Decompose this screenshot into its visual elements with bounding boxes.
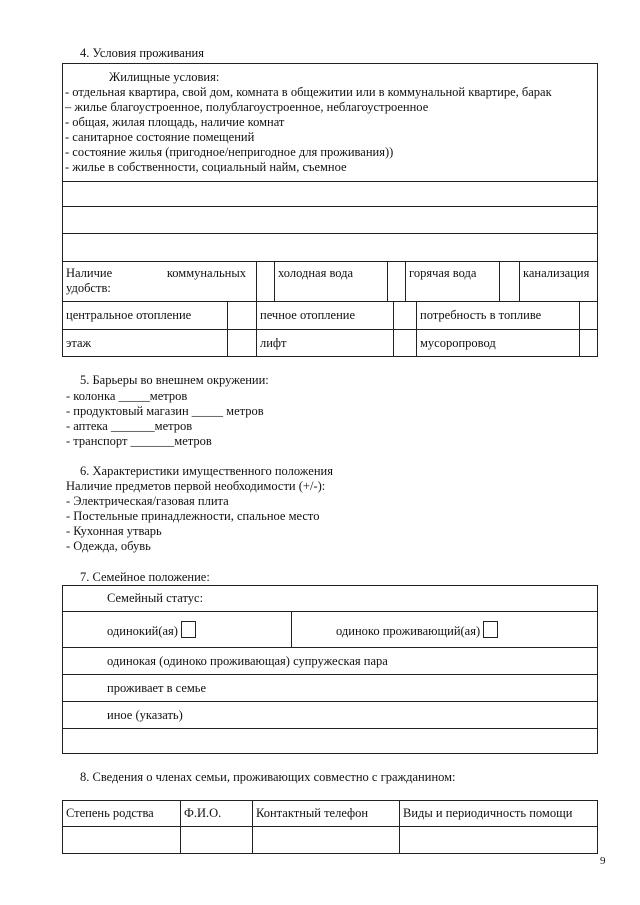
- housing-item: - отдельная квартира, свой дом, комната в общежитии или в коммунальной квартире, барак: [65, 85, 552, 99]
- other-blank-line[interactable]: [63, 729, 598, 754]
- section-5-heading: 5. Барьеры во внешнем окружении:: [80, 373, 269, 387]
- col-header-phone: Контактный телефон: [253, 801, 400, 827]
- amenities-mark-cell[interactable]: [257, 262, 275, 302]
- housing-blank-line[interactable]: [63, 182, 598, 207]
- section-6-heading: 6. Характеристики имущественного положения: [80, 464, 333, 478]
- garbage-chute-mark-cell[interactable]: [580, 330, 598, 357]
- barrier-item: - транспорт _______метров: [66, 434, 212, 448]
- hot-water-label: горячая вода: [406, 262, 500, 302]
- essentials-item: - Электрическая/газовая плита: [66, 494, 229, 508]
- col-header-name: Ф.И.О.: [181, 801, 253, 827]
- barrier-item: - продуктовый магазин _____ метров: [66, 404, 264, 418]
- stove-heating-mark-cell[interactable]: [394, 302, 417, 330]
- section-4-heading: 4. Условия проживания: [80, 46, 204, 60]
- stove-heating-label: печное отопление: [257, 302, 394, 330]
- family-status-label: Семейный статус:: [63, 586, 598, 612]
- sewerage-label: канализация: [520, 262, 598, 302]
- section-8-heading: 8. Сведения о членах семьи, проживающих совместно с гражданином:: [80, 770, 456, 784]
- single-checkbox[interactable]: [181, 621, 196, 638]
- section-7-heading: 7. Семейное положение:: [80, 570, 210, 584]
- single-option: [63, 612, 292, 648]
- family-member-cell[interactable]: [63, 827, 181, 854]
- housing-blank-line[interactable]: [63, 207, 598, 234]
- elevator-mark-cell[interactable]: [394, 330, 417, 357]
- essentials-item: - Кухонная утварь: [66, 524, 162, 538]
- amenities-label: Наличие коммунальных удобств:: [63, 262, 257, 302]
- section-6: [80, 464, 333, 479]
- living-alone-label: одиноко проживающий(ая): [336, 623, 481, 638]
- housing-conditions-title: Жилищные условия:: [109, 70, 220, 84]
- living-alone-option: [292, 612, 598, 648]
- housing-item: - состояние жилья (пригодное/непригодное для проживания)): [65, 145, 394, 159]
- family-members-table: [62, 800, 598, 854]
- section-5: [80, 373, 269, 388]
- housing-item: - жилье в собственности, социальный найм, съемное: [65, 160, 347, 174]
- floor-label: этаж: [63, 330, 228, 357]
- family-member-cell[interactable]: [181, 827, 253, 854]
- section-6-list: [66, 479, 325, 554]
- col-header-relation: Степень родства: [63, 801, 181, 827]
- cold-water-label: холодная вода: [275, 262, 388, 302]
- col-header-help: Виды и периодичность помощи: [400, 801, 598, 827]
- section-5-list: [66, 389, 264, 449]
- floor-mark-cell[interactable]: [228, 330, 257, 357]
- section-6-subheading: Наличие предметов первой необходимости (+/-):: [66, 479, 326, 493]
- barrier-item: - колонка _____метров: [66, 389, 188, 403]
- family-member-cell[interactable]: [253, 827, 400, 854]
- central-heating-label: центральное отопление: [63, 302, 228, 330]
- housing-blank-line[interactable]: [63, 234, 598, 262]
- fuel-need-mark-cell[interactable]: [580, 302, 598, 330]
- housing-conditions-cell: [63, 64, 598, 182]
- housing-item: - общая, жилая площадь, наличие комнат: [65, 115, 285, 129]
- cold-water-mark-cell[interactable]: [388, 262, 406, 302]
- garbage-chute-label: мусоропровод: [417, 330, 580, 357]
- hot-water-mark-cell[interactable]: [500, 262, 520, 302]
- elevator-label: лифт: [257, 330, 394, 357]
- couple-option[interactable]: одинокая (одиноко проживающая) супружеская пара: [63, 648, 598, 675]
- fuel-need-label: потребность в топливе: [417, 302, 580, 330]
- essentials-item: - Постельные принадлежности, спальное место: [66, 509, 320, 523]
- essentials-item: - Одежда, обувь: [66, 539, 151, 553]
- housing-item: – жилье благоустроенное, полублагоустроенное, неблагоустроенное: [65, 100, 429, 114]
- family-member-cell[interactable]: [400, 827, 598, 854]
- other-option[interactable]: иное (указать): [63, 702, 598, 729]
- housing-conditions-table: [62, 63, 598, 302]
- living-alone-checkbox[interactable]: [483, 621, 498, 638]
- family-status-table: [62, 585, 598, 754]
- housing-item: - санитарное состояние помещений: [65, 130, 255, 144]
- utilities-table: [62, 301, 598, 357]
- with-family-option[interactable]: проживает в семье: [63, 675, 598, 702]
- central-heating-mark-cell[interactable]: [228, 302, 257, 330]
- barrier-item: - аптека _______метров: [66, 419, 193, 433]
- page-number: 9: [600, 855, 606, 867]
- single-label: одинокий(ая): [107, 623, 178, 638]
